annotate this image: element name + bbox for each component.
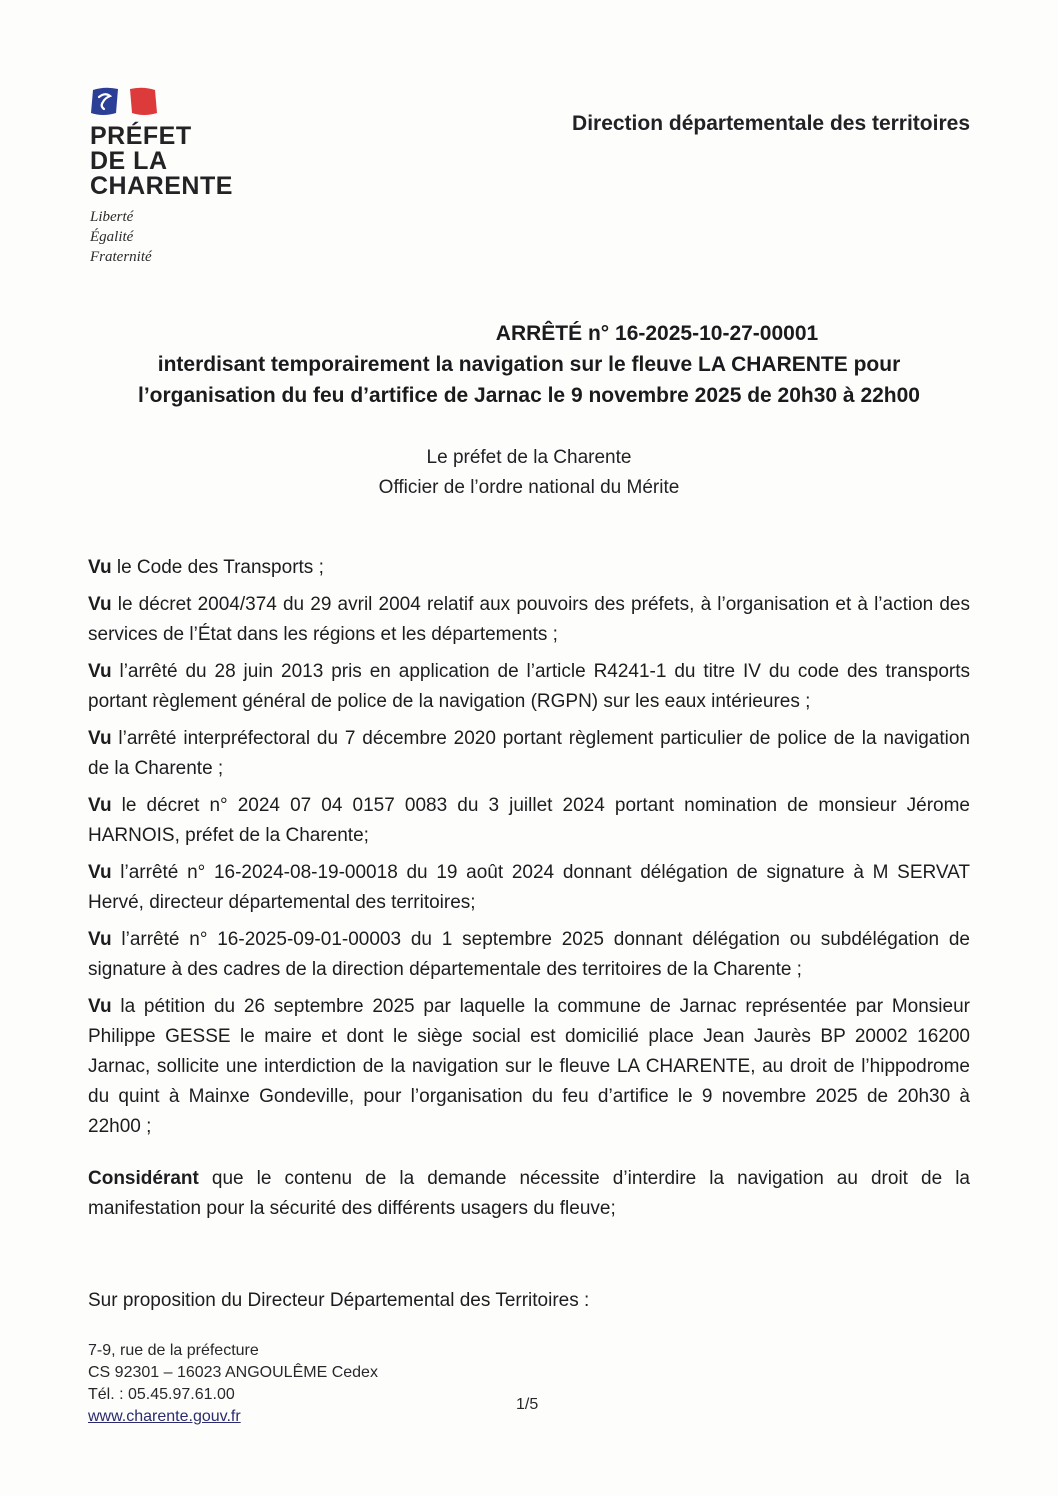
prefet-title [90, 124, 233, 199]
recital-paragraph [88, 724, 970, 784]
motto-line: Liberté [90, 209, 134, 225]
page-number: 1/5 [516, 1396, 539, 1413]
recital-text: le Code des Transports ; [111, 557, 324, 578]
recital-text: le décret 2004/374 du 29 avril 2004 relatif aux pouvoirs des préfets, à l’organisation et à l’action des services de l’État dans les régions et les départements ; [88, 594, 970, 645]
recital-text: l’arrêté interpréfectoral du 7 décembre 2020 portant règlement particulier de police de la navigation de la Charente ; [88, 728, 970, 779]
footer-address-line: CS 92301 – 16023 ANGOULÊME Cedex [88, 1364, 378, 1381]
proposition-paragraph: Sur proposition du Directeur Départemental des Territoires : [88, 1290, 590, 1311]
recital-paragraph [88, 925, 970, 985]
recital-paragraph [88, 858, 970, 918]
document-body [88, 318, 970, 1323]
republique-motto [90, 207, 233, 267]
considerant-paragraph [88, 1164, 970, 1224]
recital-text: le décret n° 2024 07 04 0157 0083 du 3 juillet 2024 portant nomination de monsieur Jérome HARNOIS, préfet de la Charente; [88, 795, 970, 846]
decree-subtitle-line: interdisant temporairement la navigation sur le fleuve LA CHARENTE pour [157, 353, 901, 376]
recital-paragraph [88, 657, 970, 717]
recital-paragraph [88, 553, 970, 583]
recital-text: que le contenu de la demande nécessite d’interdire la navigation au droit de la manifestation pour la sécurité des différents usagers du fleuve; [88, 1168, 970, 1219]
recital-paragraph [88, 791, 970, 851]
recital-lead: Vu [88, 795, 112, 816]
footer-address-line: 7-9, rue de la préfecture [88, 1342, 259, 1359]
issuer-block [88, 443, 970, 503]
prefet-line: DE LA [90, 147, 168, 175]
french-flag-icon [90, 86, 158, 118]
recital-text: l’arrêté n° 16-2024-08-19-00018 du 19 août 2024 donnant délégation de signature à M SERVAT Hervé, directeur départemental des territoires; [88, 862, 970, 913]
decree-title [88, 318, 970, 411]
recital-lead: Vu [88, 728, 112, 749]
recital-lead: Vu [88, 862, 112, 883]
recital-paragraph [88, 590, 970, 650]
recital-lead: Vu [88, 661, 112, 682]
recital-lead: Considérant [88, 1168, 199, 1189]
decree-subtitle-line: l’organisation du feu d’artifice de Jarnac le 9 novembre 2025 de 20h30 à 22h00 [138, 384, 920, 407]
decree-number: ARRÊTÉ n° 16-2025-10-27-00001 [495, 322, 819, 345]
motto-line: Égalité [90, 229, 134, 245]
recital-lead: Vu [88, 996, 112, 1017]
issuing-service-name: Direction départementale des territoires [572, 112, 970, 135]
recital-paragraph [88, 992, 970, 1142]
recital-text: l’arrêté du 28 juin 2013 pris en application de l’article R4241-1 du titre IV du code des transports portant règlement général de police de la navigation (RGPN) sur les eaux intérieures ; [88, 661, 970, 712]
recitals [88, 553, 970, 1316]
prefet-line: CHARENTE [90, 172, 233, 200]
footer-website-link[interactable]: www.charente.gouv.fr [88, 1408, 241, 1425]
recital-lead: Vu [88, 594, 112, 615]
issuer-line: Officier de l’ordre national du Mérite [378, 477, 680, 498]
prefet-line: PRÉFET [90, 122, 192, 150]
recital-text: la pétition du 26 septembre 2025 par laquelle la commune de Jarnac représentée par Monsieur Philippe GESSE le maire et dont le siège social est domicilié place Jean Jaurès BP 20002 16200 Jarnac, sollicite une interdiction de la navigation sur le fleuve LA CHARENTE, au droit de l’hippodrome du quint à Mainxe Gondeville, pour l’organisation du feu d’artifice le 9 novembre 2025 de 20h30 à 22h00 ; [88, 996, 970, 1137]
recital-lead: Vu [88, 929, 112, 950]
recital-lead: Vu [88, 557, 112, 578]
recital-text: l’arrêté n° 16-2025-09-01-00003 du 1 septembre 2025 donnant délégation ou subdélégation de signature à des cadres de la direction départementale des territoires de la Charente ; [88, 929, 970, 980]
motto-line: Fraternité [90, 249, 152, 265]
issuer-line: Le préfet de la Charente [426, 447, 632, 468]
republique-francaise-logo [90, 86, 233, 267]
footer-address-block [88, 1340, 378, 1428]
footer-phone: Tél. : 05.45.97.61.00 [88, 1386, 235, 1403]
